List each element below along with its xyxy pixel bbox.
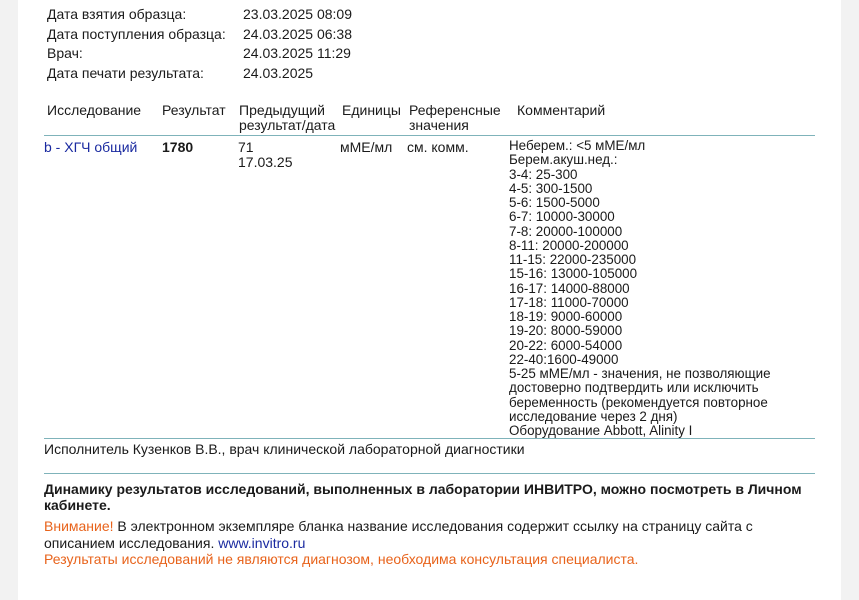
comment-block <box>509 139 771 438</box>
comment-line: 11-15: 22000-235000 <box>509 252 637 267</box>
result-sheet <box>18 0 841 600</box>
header-reference-line2: значения <box>409 117 469 133</box>
disclaimer: Результаты исследований не являются диагнозом, необходима консультация специалиста. <box>44 551 639 567</box>
invitro-site-link[interactable]: www.invitro.ru <box>218 535 306 551</box>
electronic-copy-note <box>44 518 824 552</box>
comment-line: Оборудование Abbott, Alinity I <box>509 423 693 438</box>
header-reference-line1: Референсные <box>409 102 501 118</box>
comment-line: 5-25 мМЕ/мл - значения, не позволяющие <box>509 366 771 381</box>
comment-line: 20-22: 6000-54000 <box>509 337 623 353</box>
comment-line: 22-40:1600-49000 <box>509 351 619 367</box>
result-value: 1780 <box>162 139 194 155</box>
meta-row-print-date <box>47 64 352 84</box>
meta-value: 24.03.2025 <box>243 65 314 82</box>
header-reference <box>409 103 501 133</box>
test-name-link[interactable]: b - ХГЧ общий <box>44 139 138 155</box>
header-units: Единицы <box>342 102 401 118</box>
dynamics-notice: Динамику результатов исследований, выполненных в лаборатории ИНВИТРО, можно посмотреть в Личном кабинете. <box>44 481 802 513</box>
comment-line: 5-6: 1500-5000 <box>509 195 600 210</box>
note-text: В электронном экземпляре бланка название исследования содержит ссылку на страницу сайта с описанием исследования. <box>44 518 753 551</box>
previous-date: 17.03.25 <box>238 154 293 170</box>
comment-line: 6-7: 10000-30000 <box>509 209 615 225</box>
header-previous <box>239 103 335 133</box>
header-previous-line1: Предыдущий <box>239 102 325 118</box>
meta-label: Дата поступления образца: <box>47 25 226 42</box>
meta-value: 23.03.2025 08:09 <box>243 6 352 22</box>
comment-line: 18-19: 9000-60000 <box>509 309 623 324</box>
comment-line: беременность (рекомендуется повторное <box>509 394 768 410</box>
comment-line: 15-16: 13000-105000 <box>509 266 638 282</box>
comment-line: 4-5: 300-1500 <box>509 180 593 196</box>
performer-line: Исполнитель Кузенков В.В., врач клинической лабораторной диагностики <box>44 441 525 457</box>
meta-label: Дата взятия образца: <box>47 6 187 22</box>
comment-line: 7-8: 20000-100000 <box>509 223 623 239</box>
sample-meta <box>47 5 352 84</box>
header-result: Результат <box>162 102 226 118</box>
header-test: Исследование <box>47 102 142 118</box>
comment-line: Берем.акуш.нед.: <box>509 152 618 168</box>
warning-label: Внимание! <box>44 518 114 534</box>
comment-line: Неберем.: <5 мМЕ/мл <box>509 138 646 153</box>
comment-line: 8-11: 20000-200000 <box>509 237 629 253</box>
meta-value: 24.03.2025 06:38 <box>243 25 352 42</box>
comment-line: исследование через 2 дня) <box>509 408 678 424</box>
units-value: мМЕ/мл <box>340 139 393 155</box>
footer-divider <box>44 473 815 474</box>
previous-result <box>238 140 293 170</box>
meta-label: Дата печати результата: <box>47 65 204 82</box>
comment-line: 3-4: 25-300 <box>509 166 578 182</box>
meta-row-sample-taken <box>47 5 352 25</box>
header-divider <box>44 135 815 136</box>
meta-row-sample-received <box>47 25 352 45</box>
comment-line: 19-20: 8000-59000 <box>509 323 623 339</box>
meta-label: Врач: <box>47 45 83 62</box>
meta-value: 24.03.2025 11:29 <box>243 45 351 62</box>
header-comment: Комментарий <box>517 102 606 118</box>
meta-row-doctor <box>47 44 352 64</box>
row-divider <box>44 438 815 439</box>
header-previous-line2: результат/дата <box>239 117 336 133</box>
comment-line: 16-17: 14000-88000 <box>509 280 630 296</box>
comment-line: 17-18: 11000-70000 <box>509 294 629 310</box>
previous-value: 71 <box>238 139 254 155</box>
reference-value: см. комм. <box>407 139 469 155</box>
comment-line: достоверно подтвердить или исключить <box>509 380 759 396</box>
